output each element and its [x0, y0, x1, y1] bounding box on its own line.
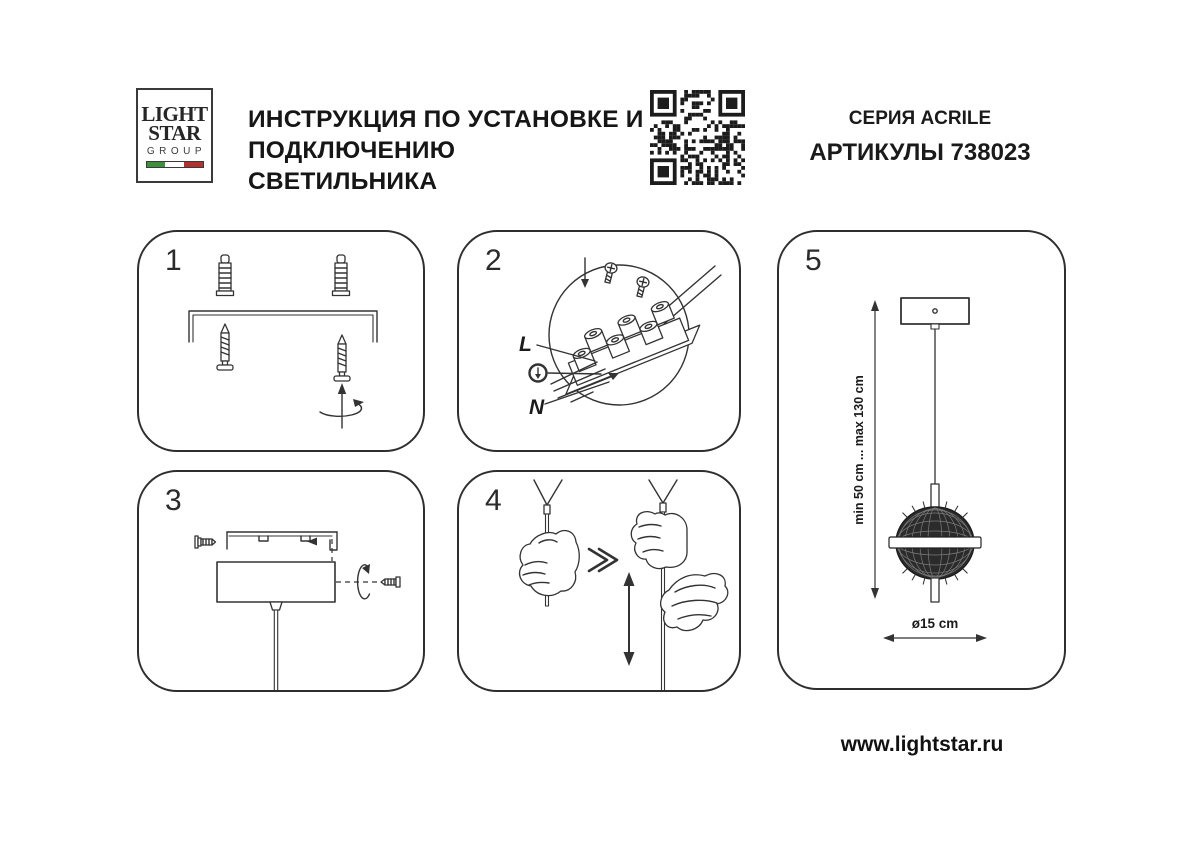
step-4-panel [457, 470, 741, 692]
hand-illustration [631, 512, 687, 569]
hook-arrow-icon [307, 538, 317, 546]
website-url: www.lightstar.ru [840, 733, 1004, 756]
step-3-number: 3 [165, 484, 182, 517]
small-screw-icon [381, 577, 400, 587]
step-1-illustration [139, 232, 425, 452]
step-3-panel [137, 470, 425, 692]
ground-icon [530, 365, 547, 382]
articles-label: АРТИКУЛЫ 738023 [809, 139, 1031, 166]
cloth-illustration [661, 574, 728, 631]
ceiling-plate [901, 298, 969, 324]
suspension-cable [274, 610, 277, 692]
title-line-2: ПОДКЛЮЧЕНИЮ СВЕТИЛЬНИКА [248, 137, 456, 195]
mesh-ball-shade [889, 502, 981, 585]
rotation-arrow-icon [320, 383, 364, 428]
lamp-rod [931, 484, 939, 510]
ball-band [889, 537, 981, 548]
neutral-label: N [529, 396, 545, 419]
screw-icon [334, 335, 350, 381]
italian-flag-icon [146, 161, 204, 168]
mounting-bracket-icon [189, 311, 377, 342]
small-screw-icon [195, 536, 216, 548]
live-label: L [519, 333, 532, 356]
step-2-number: 2 [485, 244, 502, 277]
arrow-right-icon [589, 549, 617, 571]
up-down-arrow-icon [624, 572, 635, 666]
logo-light: LIGHT [141, 102, 208, 126]
dowel-icon [333, 255, 350, 296]
dimension-line [852, 300, 879, 599]
hand-illustration [520, 531, 580, 596]
step-1-number: 1 [165, 244, 182, 277]
screw-icon [217, 324, 233, 370]
right-scene [624, 480, 728, 692]
terminal-screw-icon [634, 276, 650, 298]
qr-code [650, 90, 745, 185]
product-info [805, 108, 1035, 167]
diameter-dimension [883, 616, 987, 642]
cable-gland [270, 602, 282, 610]
left-scene [520, 480, 580, 606]
lightstar-logo [136, 88, 213, 183]
logo-group: GROUP [146, 146, 207, 157]
title-line-1: ИНСТРУКЦИЯ ПО УСТАНОВКЕ И [248, 106, 644, 133]
terminal-block-illustration [547, 292, 705, 395]
step-1-panel [137, 230, 425, 452]
terminal-screw-icon [602, 262, 618, 284]
canopy-box [217, 562, 335, 602]
step-4-number: 4 [485, 484, 502, 517]
step-5-panel [777, 230, 1066, 690]
logo-star: STAR [148, 121, 201, 145]
dowel-icon [217, 255, 234, 296]
step-5-number: 5 [805, 244, 822, 277]
pendant-lamp-illustration [779, 232, 1066, 690]
mounting-bracket-icon [227, 532, 337, 550]
page-title [248, 104, 648, 197]
step-2-panel [457, 230, 741, 452]
step-3-illustration [139, 472, 425, 692]
height-range-label: min 50 cm ... max 130 cm [852, 375, 866, 525]
diameter-label: ø15 cm [911, 616, 959, 631]
series-label: СЕРИЯ ACRILE [848, 108, 992, 129]
lamp-rod [931, 578, 939, 602]
